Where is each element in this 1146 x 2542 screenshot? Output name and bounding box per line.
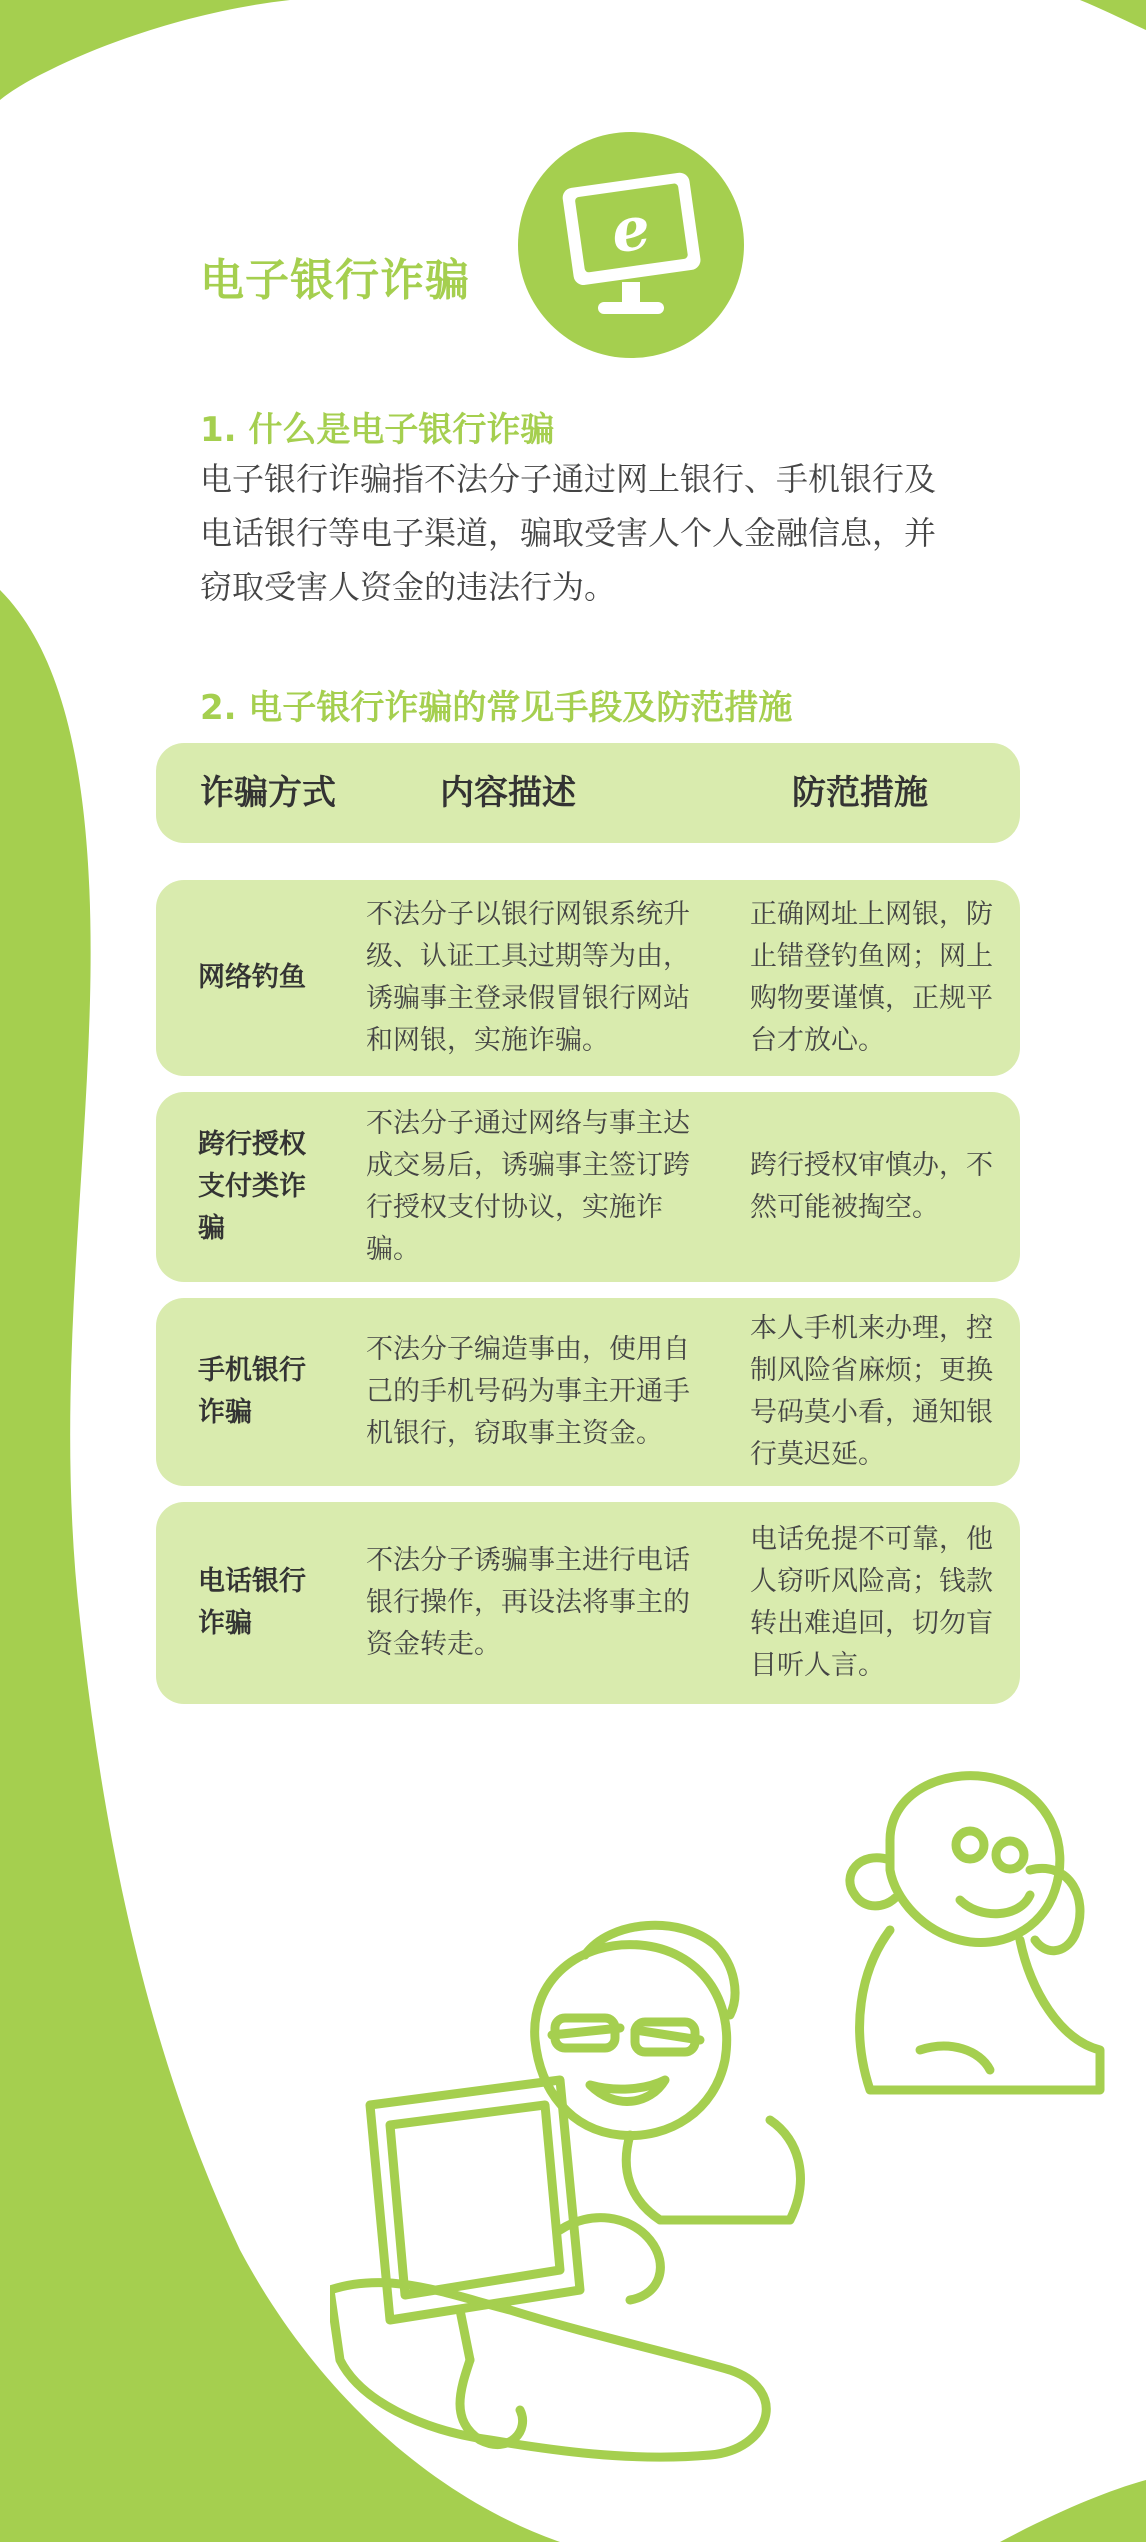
logo-letter: e — [606, 192, 655, 268]
row-method: 手机银行诈骗 — [198, 1355, 306, 1428]
table-row — [156, 1092, 1020, 1282]
computer-monitor-e-icon — [518, 132, 744, 358]
top-left-green-wave — [0, 0, 290, 100]
section1-line: 窃取受害人资金的违法行为。 — [200, 568, 617, 606]
row-method: 电话银行诈骗 — [198, 1566, 306, 1639]
section1-line: 电话银行等电子渠道，骗取受害人个人金融信息，并 — [200, 514, 937, 552]
column-header-description: 内容描述 — [440, 773, 576, 813]
row-prevention: 电话免提不可靠，他人窃听风险高；钱款转出难追回，切勿盲目听人言。 — [750, 1524, 993, 1681]
column-header-method: 诈骗方式 — [200, 773, 336, 813]
row-prevention: 正确网址上网银，防止错登钓鱼网；网上购物要谨慎，正规平台才放心。 — [750, 899, 993, 1056]
cartoon-fraudsters-at-computer-icon — [330, 1750, 1130, 2490]
top-right-green-corner — [1080, 0, 1146, 30]
row-method: 网络钓鱼 — [198, 962, 306, 993]
row-description: 不法分子通过网络与事主达成交易后，诱骗事主签订跨行授权支付协议，实施诈骗。 — [366, 1108, 690, 1265]
table-row — [156, 1502, 1020, 1704]
row-prevention: 本人手机来办理，控制风险省麻烦；更换号码莫小看，通知银行莫迟延。 — [750, 1313, 993, 1470]
section1-line: 电子银行诈骗指不法分子通过网上银行、手机银行及 — [200, 460, 937, 498]
row-description: 不法分子编造事由，使用自己的手机号码为事主开通手机银行，窃取事主资金。 — [366, 1334, 690, 1449]
table-header — [156, 743, 1020, 843]
table-row — [156, 880, 1020, 1076]
section2-heading: 2. 电子银行诈骗的常见手段及防范措施 — [200, 688, 793, 728]
row-description: 不法分子以银行网银系统升级、认证工具过期等为由，诱骗事主登录假冒银行网站和网银，实施诈骗。 — [366, 899, 690, 1056]
section1-heading: 1. 什么是电子银行诈骗 — [200, 410, 555, 450]
row-description: 不法分子诱骗事主进行电话银行操作，再设法将事主的资金转走。 — [366, 1545, 690, 1660]
section1-body — [200, 452, 1000, 614]
row-prevention: 跨行授权审慎办，不然可能被掏空。 — [750, 1150, 993, 1223]
row-method: 跨行授权支付类诈骗 — [198, 1129, 306, 1244]
table-row — [156, 1298, 1020, 1486]
column-header-prevention: 防范措施 — [792, 773, 928, 813]
page-title: 电子银行诈骗 — [200, 255, 470, 306]
